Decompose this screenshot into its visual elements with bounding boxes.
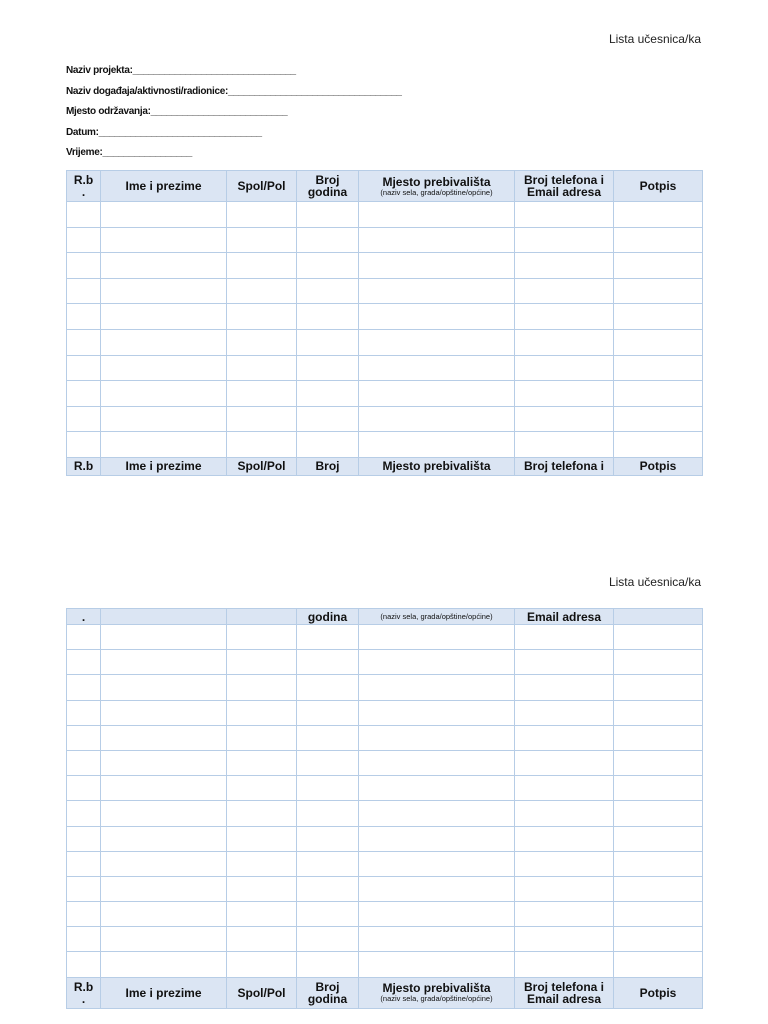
table-cell[interactable] — [515, 650, 614, 675]
table-cell[interactable] — [101, 202, 227, 228]
table-row — [67, 278, 703, 304]
table-cell[interactable] — [101, 278, 227, 304]
table-cell[interactable] — [101, 927, 227, 952]
table-row — [67, 952, 703, 977]
table-cell[interactable] — [67, 776, 101, 801]
table-cell[interactable] — [101, 432, 227, 458]
table-cell[interactable] — [614, 801, 703, 826]
table-cell[interactable] — [359, 750, 515, 775]
table-cell[interactable] — [67, 278, 101, 304]
table-cell[interactable] — [515, 304, 614, 330]
table-cell[interactable] — [359, 329, 515, 355]
field-time[interactable]: Vrijeme:_________________ — [66, 147, 192, 158]
col-age: Broj godina — [297, 977, 359, 1008]
table-cell[interactable] — [297, 202, 359, 228]
table-cell[interactable] — [227, 432, 297, 458]
table-cell[interactable] — [515, 776, 614, 801]
table-cell[interactable] — [359, 675, 515, 700]
page-title-2: Lista učesnica/ka — [608, 575, 701, 589]
table-cell[interactable] — [101, 675, 227, 700]
table-row — [67, 227, 703, 253]
table-cell[interactable] — [515, 253, 614, 279]
table-cell[interactable] — [614, 725, 703, 750]
table-cell[interactable] — [297, 406, 359, 432]
table-cell[interactable] — [101, 876, 227, 901]
table-cell[interactable] — [67, 952, 101, 977]
table-cell[interactable] — [359, 700, 515, 725]
table-cell[interactable] — [515, 381, 614, 407]
table-cell[interactable] — [614, 750, 703, 775]
table-cell[interactable] — [614, 304, 703, 330]
table-row — [67, 750, 703, 775]
table-cell[interactable] — [614, 381, 703, 407]
table-cell[interactable] — [359, 927, 515, 952]
table-cell[interactable] — [515, 355, 614, 381]
table-cell[interactable] — [227, 902, 297, 927]
table-cell[interactable] — [227, 406, 297, 432]
col-rb: . — [67, 609, 101, 625]
table-cell[interactable] — [297, 227, 359, 253]
table-cell[interactable] — [101, 227, 227, 253]
table-cell[interactable] — [67, 355, 101, 381]
table-cell[interactable] — [359, 902, 515, 927]
table-cell[interactable] — [515, 700, 614, 725]
table-cell[interactable] — [515, 625, 614, 650]
table-cell[interactable] — [227, 381, 297, 407]
participants-table-2 — [66, 608, 703, 1009]
table-cell[interactable] — [297, 801, 359, 826]
table-cell[interactable] — [227, 776, 297, 801]
table-cell[interactable] — [515, 851, 614, 876]
table-cell[interactable] — [614, 650, 703, 675]
table-cell[interactable] — [227, 329, 297, 355]
col-rb: R.b . — [67, 977, 101, 1008]
table-cell[interactable] — [101, 851, 227, 876]
table-row — [67, 675, 703, 700]
table-cell[interactable] — [67, 406, 101, 432]
table-cell[interactable] — [227, 355, 297, 381]
table-cell[interactable] — [515, 876, 614, 901]
table-cell[interactable] — [67, 329, 101, 355]
table-cell[interactable] — [67, 227, 101, 253]
table-cell[interactable] — [101, 650, 227, 675]
table-cell[interactable] — [515, 725, 614, 750]
table-cell[interactable] — [227, 750, 297, 775]
table-cell[interactable] — [67, 700, 101, 725]
field-venue[interactable]: Mjesto održavanja:__________________________ — [66, 106, 288, 117]
table-cell[interactable] — [297, 381, 359, 407]
table-row — [67, 304, 703, 330]
table-cell[interactable] — [359, 304, 515, 330]
table-cell[interactable] — [101, 801, 227, 826]
table-cell[interactable] — [67, 851, 101, 876]
table-cell[interactable] — [614, 253, 703, 279]
table-cell[interactable] — [614, 278, 703, 304]
table-cell[interactable] — [297, 876, 359, 901]
table-cell[interactable] — [101, 826, 227, 851]
table-cell[interactable] — [515, 927, 614, 952]
table-cell[interactable] — [297, 700, 359, 725]
table-cell[interactable] — [67, 725, 101, 750]
table-cell[interactable] — [67, 650, 101, 675]
table-cell[interactable] — [614, 876, 703, 901]
table-cell[interactable] — [101, 776, 227, 801]
table-row — [67, 927, 703, 952]
table-row — [67, 776, 703, 801]
table-cell[interactable] — [227, 927, 297, 952]
table-cell[interactable] — [515, 406, 614, 432]
col-signature: Potpis — [614, 171, 703, 202]
table-cell[interactable] — [359, 776, 515, 801]
table-cell[interactable] — [515, 202, 614, 228]
col-gender: Spol/Pol — [227, 171, 297, 202]
col-rb: R.b . — [67, 171, 101, 202]
col-name: Ime i prezime — [101, 171, 227, 202]
table-row — [67, 851, 703, 876]
table-cell[interactable] — [614, 902, 703, 927]
table-cell[interactable] — [297, 750, 359, 775]
col-residence: Mjesto prebivališta (naziv sela, grada/opštine/općine) — [359, 977, 515, 1008]
table-cell[interactable] — [515, 432, 614, 458]
table-cell[interactable] — [67, 750, 101, 775]
table-row — [67, 700, 703, 725]
table-cell[interactable] — [67, 381, 101, 407]
table-cell[interactable] — [359, 227, 515, 253]
table-cell[interactable] — [614, 202, 703, 228]
table-cell[interactable] — [359, 952, 515, 977]
table-cell[interactable] — [227, 202, 297, 228]
table-cell[interactable] — [515, 278, 614, 304]
table-cell[interactable] — [359, 253, 515, 279]
table-cell[interactable] — [297, 650, 359, 675]
table-cell[interactable] — [227, 876, 297, 901]
table-cell[interactable] — [101, 355, 227, 381]
table-cell[interactable] — [297, 952, 359, 977]
table-cell[interactable] — [227, 700, 297, 725]
table-cell[interactable] — [67, 927, 101, 952]
table-cell[interactable] — [297, 902, 359, 927]
table-cell[interactable] — [359, 725, 515, 750]
table-cell[interactable] — [515, 227, 614, 253]
col-signature: Potpis — [614, 457, 703, 475]
table-cell[interactable] — [67, 432, 101, 458]
table-cell[interactable] — [101, 750, 227, 775]
table-cell[interactable] — [359, 278, 515, 304]
table-cell[interactable] — [67, 625, 101, 650]
table-cell[interactable] — [359, 851, 515, 876]
table-cell[interactable] — [515, 750, 614, 775]
table-cell[interactable] — [297, 826, 359, 851]
table-cell[interactable] — [297, 725, 359, 750]
table-cell[interactable] — [101, 253, 227, 279]
col-name: Ime i prezime — [101, 457, 227, 475]
field-event-name[interactable]: Naziv događaja/aktivnosti/radionice:_________________________________ — [66, 85, 402, 97]
table-cell[interactable] — [359, 355, 515, 381]
table-cell[interactable] — [614, 432, 703, 458]
table-row — [67, 902, 703, 927]
table-cell[interactable] — [227, 675, 297, 700]
col-residence: Mjesto prebivališta — [359, 457, 515, 475]
table-cell[interactable] — [515, 826, 614, 851]
col-age: Broj godina — [297, 171, 359, 202]
col-age: Broj — [297, 457, 359, 475]
col-age: godina — [297, 609, 359, 625]
table-cell[interactable] — [227, 851, 297, 876]
table-row — [67, 202, 703, 228]
table-cell[interactable] — [101, 902, 227, 927]
table-cell[interactable] — [515, 329, 614, 355]
table-cell[interactable] — [614, 625, 703, 650]
table-cell[interactable] — [101, 625, 227, 650]
col-signature — [614, 609, 703, 625]
table-cell[interactable] — [359, 202, 515, 228]
table-cell[interactable] — [227, 952, 297, 977]
col-contact: Email adresa — [515, 609, 614, 625]
table-cell[interactable] — [515, 902, 614, 927]
table-cell[interactable] — [227, 625, 297, 650]
table-cell[interactable] — [67, 675, 101, 700]
col-contact: Broj telefona i Email adresa — [515, 171, 614, 202]
table-cell[interactable] — [227, 826, 297, 851]
col-rb: R.b — [67, 457, 101, 475]
table-cell[interactable] — [614, 927, 703, 952]
table-row — [67, 826, 703, 851]
field-project-name[interactable]: Naziv projekta:_______________________________ — [66, 65, 296, 76]
table-cell[interactable] — [614, 329, 703, 355]
table-cell[interactable] — [101, 406, 227, 432]
participants-table-1 — [66, 170, 703, 476]
table-cell[interactable] — [359, 432, 515, 458]
col-gender — [227, 609, 297, 625]
table-cell[interactable] — [227, 304, 297, 330]
table-cell[interactable] — [515, 952, 614, 977]
table-cell[interactable] — [359, 801, 515, 826]
table-cell[interactable] — [227, 278, 297, 304]
table-cell[interactable] — [67, 902, 101, 927]
table-cell[interactable] — [67, 202, 101, 228]
table-cell[interactable] — [297, 304, 359, 330]
table-cell[interactable] — [67, 826, 101, 851]
table-row — [67, 329, 703, 355]
col-residence: (naziv sela, grada/opštine/općine) — [359, 609, 515, 625]
table-cell[interactable] — [359, 650, 515, 675]
table-cell[interactable] — [297, 278, 359, 304]
table-row — [67, 725, 703, 750]
table-row — [67, 432, 703, 458]
table-header-continued — [67, 609, 703, 625]
table-cell[interactable] — [614, 851, 703, 876]
table-row — [67, 650, 703, 675]
table-cell[interactable] — [67, 801, 101, 826]
form-fields — [66, 64, 402, 167]
table-cell[interactable] — [67, 876, 101, 901]
table-cell[interactable] — [297, 851, 359, 876]
table-row — [67, 253, 703, 279]
table-cell[interactable] — [359, 826, 515, 851]
table-cell[interactable] — [297, 776, 359, 801]
table-header-split — [67, 457, 703, 475]
table-row — [67, 625, 703, 650]
col-signature: Potpis — [614, 977, 703, 1008]
table-cell[interactable] — [297, 675, 359, 700]
col-gender: Spol/Pol — [227, 457, 297, 475]
table-header — [67, 171, 703, 202]
table-cell[interactable] — [614, 826, 703, 851]
table-cell[interactable] — [227, 650, 297, 675]
page-title: Lista učesnica/ka — [608, 32, 701, 46]
table-cell[interactable] — [359, 381, 515, 407]
table-cell[interactable] — [614, 227, 703, 253]
table-cell[interactable] — [101, 952, 227, 977]
table-cell[interactable] — [614, 675, 703, 700]
table-cell[interactable] — [101, 725, 227, 750]
field-date[interactable]: Datum:_______________________________ — [66, 126, 262, 138]
table-footer-header — [67, 977, 703, 1008]
table-cell[interactable] — [614, 406, 703, 432]
col-gender: Spol/Pol — [227, 977, 297, 1008]
table-row — [67, 406, 703, 432]
table-cell[interactable] — [515, 801, 614, 826]
table-cell[interactable] — [614, 355, 703, 381]
col-contact: Broj telefona i Email adresa — [515, 977, 614, 1008]
col-contact: Broj telefona i — [515, 457, 614, 475]
table-row — [67, 876, 703, 901]
table-cell[interactable] — [614, 700, 703, 725]
table-row — [67, 381, 703, 407]
table-cell[interactable] — [297, 329, 359, 355]
table-cell[interactable] — [227, 725, 297, 750]
col-name: Ime i prezime — [101, 977, 227, 1008]
table-cell[interactable] — [227, 801, 297, 826]
table-row — [67, 801, 703, 826]
table-cell[interactable] — [101, 329, 227, 355]
table-cell[interactable] — [614, 776, 703, 801]
table-cell[interactable] — [297, 355, 359, 381]
table-cell[interactable] — [297, 253, 359, 279]
table-cell[interactable] — [359, 625, 515, 650]
table-cell[interactable] — [614, 952, 703, 977]
col-name — [101, 609, 227, 625]
table-cell[interactable] — [297, 432, 359, 458]
table-cell[interactable] — [67, 304, 101, 330]
col-residence: Mjesto prebivališta (naziv sela, grada/opštine/općine) — [359, 171, 515, 202]
table-cell[interactable] — [515, 675, 614, 700]
table-cell[interactable] — [101, 304, 227, 330]
table-cell[interactable] — [359, 406, 515, 432]
table-row — [67, 355, 703, 381]
table-cell[interactable] — [297, 927, 359, 952]
table-cell[interactable] — [67, 253, 101, 279]
table-cell[interactable] — [297, 625, 359, 650]
table-cell[interactable] — [227, 227, 297, 253]
table-cell[interactable] — [227, 253, 297, 279]
table-cell[interactable] — [101, 700, 227, 725]
table-cell[interactable] — [359, 876, 515, 901]
table-cell[interactable] — [101, 381, 227, 407]
